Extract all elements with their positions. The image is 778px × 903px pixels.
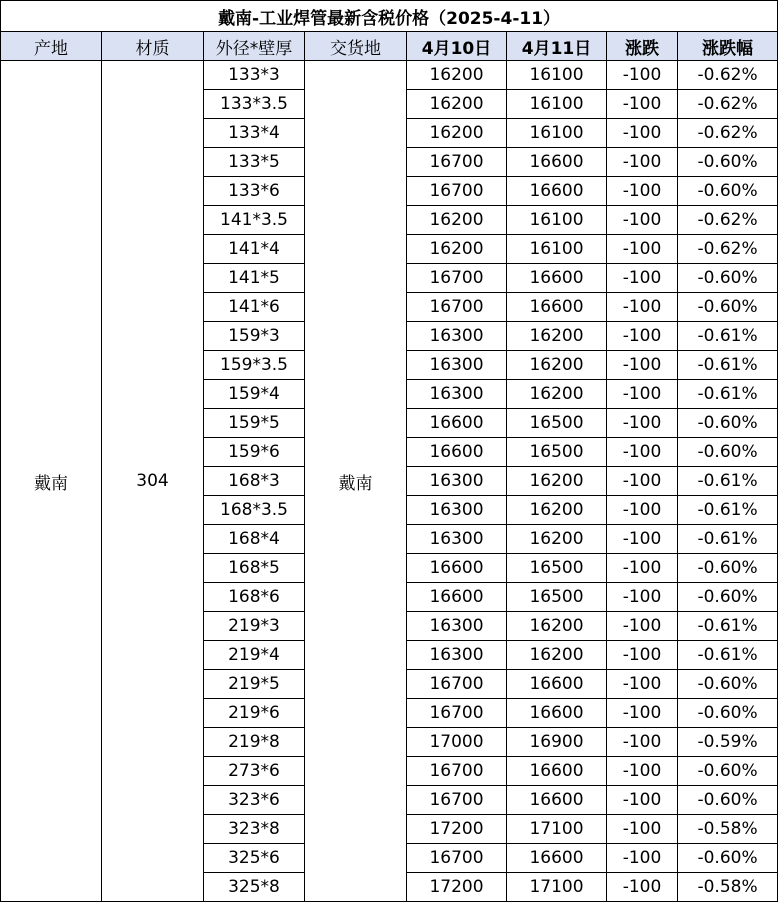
price-date-1-cell: 16600	[407, 554, 507, 583]
price-date-2-cell: 16600	[507, 699, 607, 728]
spec-cell: 159*5	[204, 409, 305, 438]
change-pct-cell: -0.60%	[678, 757, 778, 786]
change-cell: -100	[607, 235, 678, 264]
spec-cell: 159*3	[204, 322, 305, 351]
price-date-1-cell: 16600	[407, 438, 507, 467]
price-date-1-cell: 16200	[407, 119, 507, 148]
spec-cell: 159*6	[204, 438, 305, 467]
spec-cell: 168*3.5	[204, 496, 305, 525]
price-date-1-cell: 16600	[407, 409, 507, 438]
header-date-1: 4月10日	[407, 32, 507, 61]
spec-cell: 219*6	[204, 699, 305, 728]
header-material: 材质	[102, 32, 204, 61]
price-date-2-cell: 16600	[507, 844, 607, 873]
price-date-1-cell: 16700	[407, 177, 507, 206]
spec-cell: 133*4	[204, 119, 305, 148]
price-date-2-cell: 16500	[507, 583, 607, 612]
price-date-1-cell: 16700	[407, 264, 507, 293]
spec-cell: 168*4	[204, 525, 305, 554]
change-pct-cell: -0.60%	[678, 844, 778, 873]
spec-cell: 141*6	[204, 293, 305, 322]
price-date-2-cell: 16200	[507, 496, 607, 525]
change-pct-cell: -0.62%	[678, 90, 778, 119]
price-date-2-cell: 16600	[507, 786, 607, 815]
spec-cell: 159*3.5	[204, 351, 305, 380]
price-date-2-cell: 16200	[507, 351, 607, 380]
change-cell: -100	[607, 177, 678, 206]
change-pct-cell: -0.60%	[678, 148, 778, 177]
price-date-2-cell: 16600	[507, 264, 607, 293]
change-pct-cell: -0.62%	[678, 206, 778, 235]
change-pct-cell: -0.61%	[678, 612, 778, 641]
change-pct-cell: -0.62%	[678, 235, 778, 264]
spec-cell: 133*6	[204, 177, 305, 206]
change-pct-cell: -0.61%	[678, 322, 778, 351]
change-cell: -100	[607, 409, 678, 438]
change-cell: -100	[607, 699, 678, 728]
change-pct-cell: -0.61%	[678, 351, 778, 380]
change-pct-cell: -0.60%	[678, 786, 778, 815]
spec-cell: 141*4	[204, 235, 305, 264]
table-title: 戴南-工业焊管最新含税价格（2025-4-11）	[1, 1, 778, 32]
price-date-2-cell: 16600	[507, 293, 607, 322]
change-cell: -100	[607, 293, 678, 322]
price-date-1-cell: 16300	[407, 322, 507, 351]
change-pct-cell: -0.61%	[678, 525, 778, 554]
change-pct-cell: -0.60%	[678, 554, 778, 583]
change-cell: -100	[607, 322, 678, 351]
spec-cell: 325*8	[204, 873, 305, 902]
price-date-1-cell: 17000	[407, 728, 507, 757]
change-pct-cell: -0.59%	[678, 728, 778, 757]
change-cell: -100	[607, 786, 678, 815]
change-cell: -100	[607, 670, 678, 699]
price-date-2-cell: 16900	[507, 728, 607, 757]
change-pct-cell: -0.61%	[678, 380, 778, 409]
price-date-1-cell: 16700	[407, 844, 507, 873]
price-date-1-cell: 16200	[407, 235, 507, 264]
change-cell: -100	[607, 119, 678, 148]
price-date-2-cell: 16100	[507, 235, 607, 264]
price-date-2-cell: 16200	[507, 525, 607, 554]
header-delivery: 交货地	[305, 32, 407, 61]
change-cell: -100	[607, 264, 678, 293]
spec-cell: 273*6	[204, 757, 305, 786]
material-cell: 304	[102, 61, 204, 902]
price-date-2-cell: 16500	[507, 438, 607, 467]
price-date-1-cell: 16600	[407, 583, 507, 612]
change-cell: -100	[607, 61, 678, 90]
change-cell: -100	[607, 583, 678, 612]
table-body	[1, 61, 778, 902]
price-date-1-cell: 17200	[407, 873, 507, 902]
price-date-2-cell: 16600	[507, 148, 607, 177]
change-cell: -100	[607, 467, 678, 496]
change-cell: -100	[607, 728, 678, 757]
price-date-2-cell: 16200	[507, 322, 607, 351]
price-date-1-cell: 16200	[407, 61, 507, 90]
change-pct-cell: -0.62%	[678, 119, 778, 148]
price-date-1-cell: 16300	[407, 525, 507, 554]
price-date-1-cell: 16700	[407, 786, 507, 815]
spec-cell: 323*8	[204, 815, 305, 844]
change-pct-cell: -0.62%	[678, 61, 778, 90]
price-date-2-cell: 16200	[507, 612, 607, 641]
price-date-2-cell: 17100	[507, 873, 607, 902]
price-date-2-cell: 16200	[507, 641, 607, 670]
change-pct-cell: -0.61%	[678, 496, 778, 525]
title-row	[1, 1, 778, 32]
header-date-2: 4月11日	[507, 32, 607, 61]
spec-cell: 168*5	[204, 554, 305, 583]
header-origin: 产地	[1, 32, 102, 61]
spec-cell: 168*6	[204, 583, 305, 612]
spec-cell: 133*3	[204, 61, 305, 90]
change-cell: -100	[607, 844, 678, 873]
spec-cell: 141*5	[204, 264, 305, 293]
spec-cell: 323*6	[204, 786, 305, 815]
change-cell: -100	[607, 148, 678, 177]
price-date-1-cell: 16300	[407, 380, 507, 409]
change-cell: -100	[607, 206, 678, 235]
change-pct-cell: -0.60%	[678, 583, 778, 612]
price-date-1-cell: 16700	[407, 757, 507, 786]
change-cell: -100	[607, 641, 678, 670]
origin-cell: 戴南	[1, 61, 102, 902]
delivery-cell: 戴南	[305, 61, 407, 902]
price-date-2-cell: 16200	[507, 467, 607, 496]
change-cell: -100	[607, 380, 678, 409]
price-date-2-cell: 16100	[507, 90, 607, 119]
price-date-1-cell: 16700	[407, 699, 507, 728]
price-date-1-cell: 16300	[407, 612, 507, 641]
change-pct-cell: -0.61%	[678, 467, 778, 496]
change-cell: -100	[607, 873, 678, 902]
table-row	[1, 61, 778, 90]
spec-cell: 219*4	[204, 641, 305, 670]
change-pct-cell: -0.60%	[678, 438, 778, 467]
spec-cell: 133*5	[204, 148, 305, 177]
price-date-1-cell: 16300	[407, 496, 507, 525]
change-cell: -100	[607, 496, 678, 525]
change-pct-cell: -0.61%	[678, 641, 778, 670]
price-date-2-cell: 16600	[507, 177, 607, 206]
price-date-2-cell: 16100	[507, 206, 607, 235]
spec-cell: 141*3.5	[204, 206, 305, 235]
change-cell: -100	[607, 90, 678, 119]
change-cell: -100	[607, 554, 678, 583]
price-date-2-cell: 16600	[507, 670, 607, 699]
change-pct-cell: -0.60%	[678, 699, 778, 728]
spec-cell: 219*8	[204, 728, 305, 757]
change-cell: -100	[607, 351, 678, 380]
change-cell: -100	[607, 525, 678, 554]
price-date-1-cell: 16700	[407, 293, 507, 322]
price-date-1-cell: 16700	[407, 148, 507, 177]
header-change: 涨跌	[607, 32, 678, 61]
price-date-2-cell: 16200	[507, 380, 607, 409]
change-pct-cell: -0.60%	[678, 293, 778, 322]
header-spec: 外径*壁厚	[204, 32, 305, 61]
price-date-2-cell: 16100	[507, 119, 607, 148]
spec-cell: 133*3.5	[204, 90, 305, 119]
header-row	[1, 32, 778, 61]
spec-cell: 159*4	[204, 380, 305, 409]
change-cell: -100	[607, 815, 678, 844]
change-cell: -100	[607, 438, 678, 467]
change-pct-cell: -0.60%	[678, 670, 778, 699]
price-date-1-cell: 16300	[407, 467, 507, 496]
spec-cell: 325*6	[204, 844, 305, 873]
change-pct-cell: -0.60%	[678, 177, 778, 206]
price-date-1-cell: 16200	[407, 90, 507, 119]
price-date-1-cell: 16300	[407, 351, 507, 380]
price-date-2-cell: 16100	[507, 61, 607, 90]
price-date-1-cell: 16300	[407, 641, 507, 670]
change-pct-cell: -0.58%	[678, 815, 778, 844]
price-date-1-cell: 16700	[407, 670, 507, 699]
header-change-pct: 涨跌幅	[678, 32, 778, 61]
price-date-2-cell: 17100	[507, 815, 607, 844]
price-date-2-cell: 16500	[507, 409, 607, 438]
spec-cell: 219*5	[204, 670, 305, 699]
price-date-1-cell: 16200	[407, 206, 507, 235]
spec-cell: 219*3	[204, 612, 305, 641]
change-pct-cell: -0.58%	[678, 873, 778, 902]
change-cell: -100	[607, 612, 678, 641]
change-pct-cell: -0.60%	[678, 409, 778, 438]
change-cell: -100	[607, 757, 678, 786]
spec-cell: 168*3	[204, 467, 305, 496]
change-pct-cell: -0.60%	[678, 264, 778, 293]
price-date-2-cell: 16500	[507, 554, 607, 583]
price-date-1-cell: 17200	[407, 815, 507, 844]
price-date-2-cell: 16600	[507, 757, 607, 786]
